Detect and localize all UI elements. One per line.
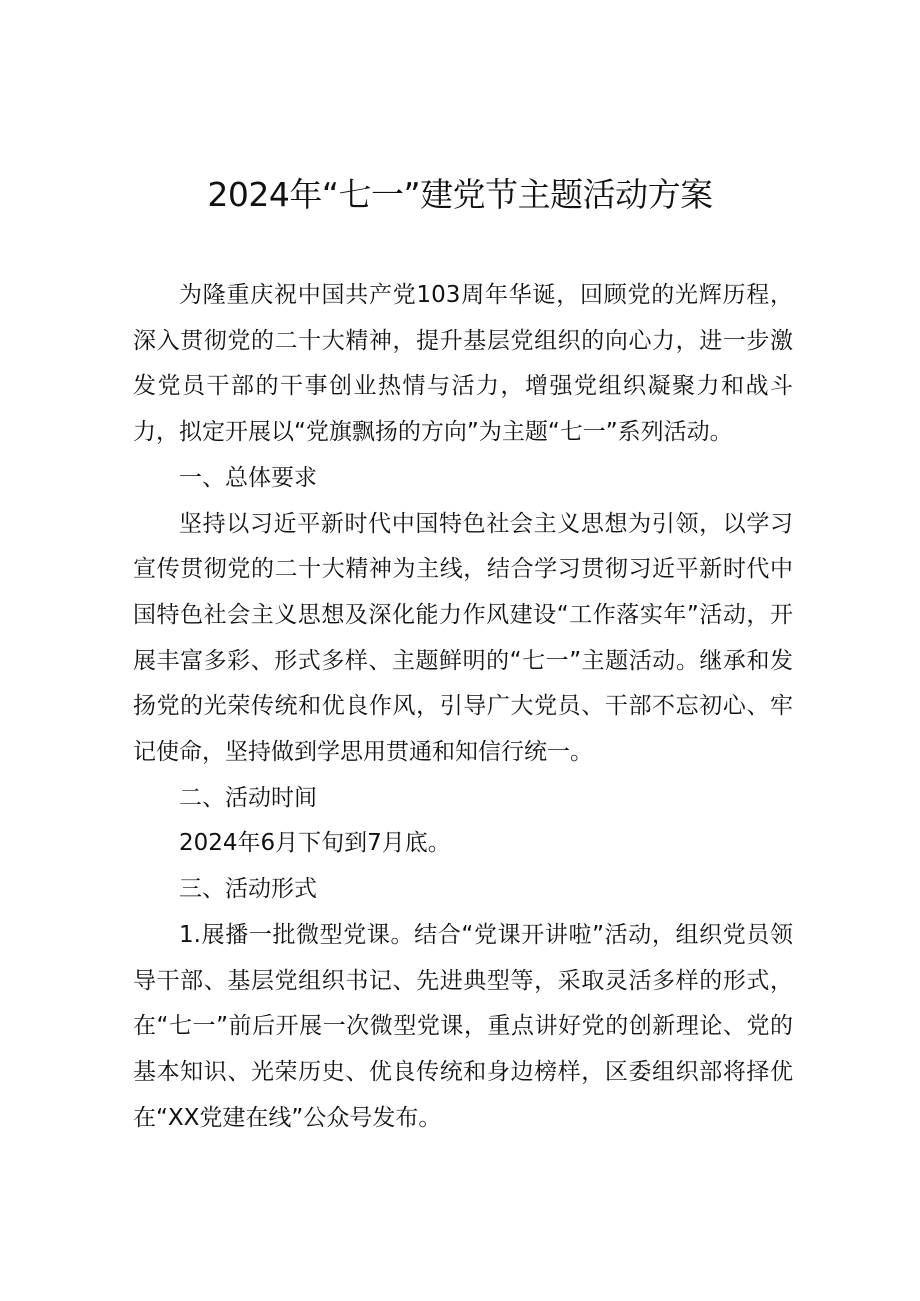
section-heading-general-requirements: 一、总体要求 [179, 464, 317, 491]
section-heading-activity-form: 三、活动形式 [179, 876, 317, 903]
section-text-activity-form: 1.展播一批微型党课。结合“党课开讲啦”活动，组织党员领导干部、基层党组织书记、先进典型等，采取灵活多样的形式，在“七一”前后开展一次微型党课，重点讲好党的创新理论、党的基本知识、光荣历史、优良传统和身边榜样，区委组织部将择优在“XX党建在线”公众号发布。 [133, 921, 793, 1131]
section-text-activity-time: 2024年6月下旬到7月底。 [179, 830, 451, 857]
document-title: 2024年“七一”建党节主题活动方案 [207, 175, 713, 214]
section-heading-activity-time: 二、活动时间 [179, 784, 317, 811]
document-body [133, 273, 793, 1141]
intro-paragraph: 为隆重庆祝中国共产党103周年华诞，回顾党的光辉历程，深入贯彻党的二十大精神，提升基层党组织的向心力，进一步激发党员干部的干事创业热情与活力，增强党组织凝聚力和战斗力，拟定开展以“党旗飘扬的方向”为主题“七一”系列活动。 [133, 282, 793, 446]
section-text-general-requirements: 坚持以习近平新时代中国特色社会主义思想为引领，以学习宣传贯彻党的二十大精神为主线，结合学习贯彻习近平新时代中国特色社会主义思想及深化能力作风建设“工作落实年”活动，开展丰富多彩、形式多样、主题鲜明的“七一”主题活动。继承和发扬党的光荣传统和优良作风，引导广大党员、干部不忘初心、牢记使命，坚持做到学思用贯通和知信行统一。 [133, 510, 793, 766]
